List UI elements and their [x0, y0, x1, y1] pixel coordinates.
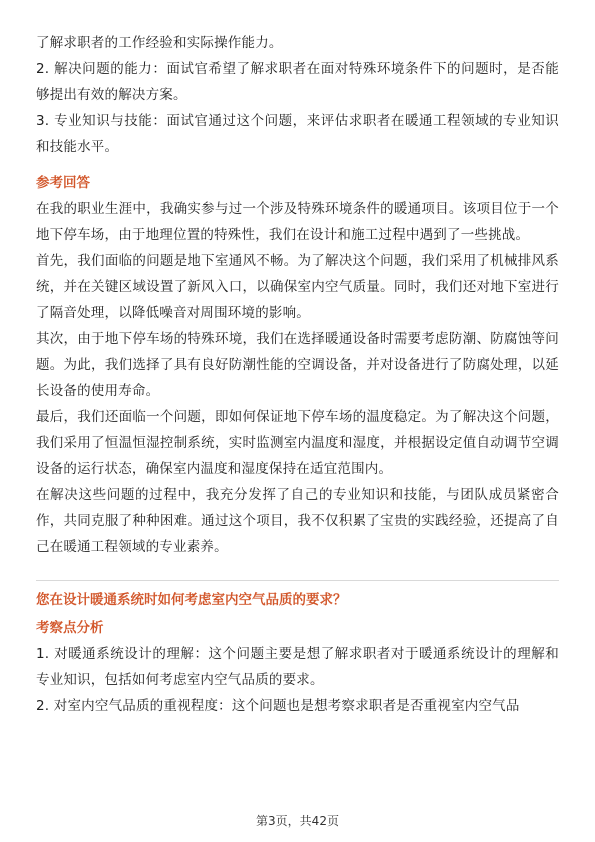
analysis-item: 2. 对室内空气品质的重视程度：这个问题也是想考察求职者是否重视室内空气品 — [36, 698, 520, 714]
page-content — [36, 30, 559, 719]
question-heading: 您在设计暖通系统时如何考虑室内空气品质的要求？ — [36, 580, 559, 613]
analysis-heading: 考察点分析 — [36, 620, 104, 636]
top-line: 了解求职者的工作经验和实际操作能力。 — [36, 35, 283, 51]
answer-paragraph: 在解决这些问题的过程中，我充分发挥了自己的专业知识和技能，与团队成员紧密合作，共同克服了种种困难。通过这个项目，我不仅积累了宝贵的实践经验，还提高了自己在暖通工程领域的专业素养。 — [36, 487, 559, 555]
top-line: 2. 解决问题的能力：面试官希望了解求职者在面对特殊环境条件下的问题时，是否能够提出有效的解决方案。 — [36, 61, 559, 103]
answer-paragraph: 在我的职业生涯中，我确实参与过一个涉及特殊环境条件的暖通项目。该项目位于一个地下停车场，由于地理位置的特殊性，我们在设计和施工过程中遇到了一些挑战。 — [36, 201, 559, 243]
top-line: 3. 专业知识与技能：面试官通过这个问题，来评估求职者在暖通工程领域的专业知识和技能水平。 — [36, 113, 559, 155]
reference-answer-heading: 参考回答 — [36, 175, 90, 191]
answer-paragraph: 其次，由于地下停车场的特殊环境，我们在选择暖通设备时需要考虑防潮、防腐蚀等问题。为此，我们选择了具有良好防潮性能的空调设备，并对设备进行了防腐处理，以延长设备的使用寿命。 — [36, 331, 559, 399]
answer-paragraph: 最后，我们还面临一个问题，即如何保证地下停车场的温度稳定。为了解决这个问题，我们采用了恒温恒湿控制系统，实时监测室内温度和湿度，并根据设定值自动调节空调设备的运行状态，确保室内温度和湿度保持在适宜范围内。 — [36, 409, 559, 477]
answer-paragraph: 首先，我们面临的问题是地下室通风不畅。为了解决这个问题，我们采用了机械排风系统，并在关键区域设置了新风入口，以确保室内空气质量。同时，我们还对地下室进行了隔音处理，以降低噪音对周围环境的影响。 — [36, 253, 559, 321]
analysis-item: 1. 对暖通系统设计的理解：这个问题主要是想了解求职者对于暖通系统设计的理解和专业知识，包括如何考虑室内空气品质的要求。 — [36, 646, 559, 688]
page-footer: 第3页，共42页 — [256, 814, 339, 828]
